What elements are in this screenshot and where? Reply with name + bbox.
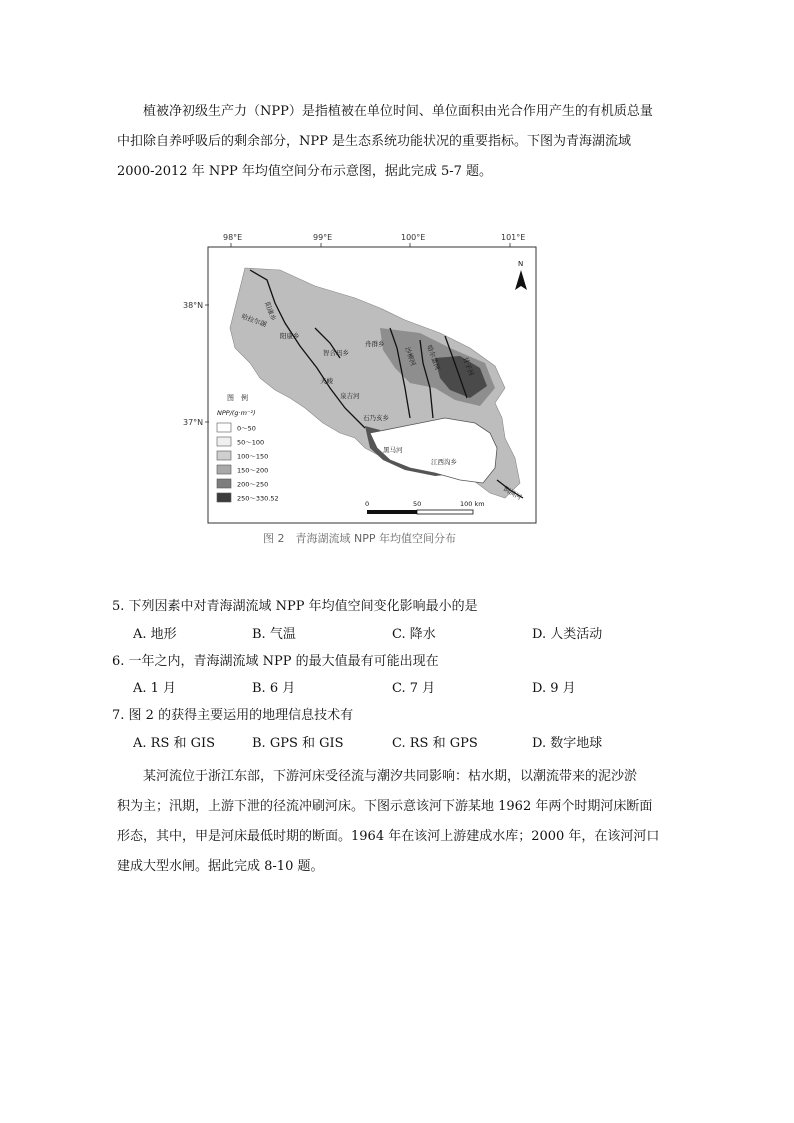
place-name: 甘子河 — [461, 355, 476, 378]
lon-label: 101°E — [501, 233, 526, 242]
legend-swatch — [217, 493, 231, 502]
legend-swatch — [217, 437, 231, 446]
place-name: 黑马河 — [383, 446, 403, 454]
npp-map-figure — [183, 228, 538, 526]
passage-line: 某河流位于浙江东部，下游河床受径流与潮汐共同影响：枯水期，以潮流带来的泥沙淤 — [143, 769, 638, 784]
legend-label: 0～50 — [237, 424, 256, 433]
intro-line: 中扣除自养呼吸后的剩余部分，NPP 是生态系统功能状况的重要指标。下图为青海湖流域 — [117, 134, 632, 149]
passage-line: 积为主；汛期，上游下泄的径流冲刷河床。下图示意该河下游某地 1962 年两个时期河床断面 — [117, 799, 653, 814]
question-6: 6. 一年之内，青海湖流域 NPP 的最大值最有可能出现在 — [112, 654, 439, 669]
legend-label: 250～330.52 — [237, 494, 279, 503]
place-name: 江西沟乡 — [431, 458, 457, 466]
place-name: 舟群乡 — [365, 340, 385, 348]
lat-label: 37°N — [183, 418, 204, 427]
place-name: 智合玛乡 — [323, 349, 349, 357]
option-b[interactable]: B. 6 月 — [252, 681, 296, 696]
place-name: 阳康乡 — [280, 332, 300, 340]
scale-label: 100 km — [460, 500, 485, 508]
option-d[interactable]: D. 人类活动 — [532, 627, 603, 642]
legend-swatch — [217, 479, 231, 488]
legend-label: 50～100 — [237, 438, 265, 447]
option-a[interactable]: A. 地形 — [133, 627, 177, 642]
scale-bar — [365, 500, 485, 514]
legend-swatch — [217, 465, 231, 474]
option-b[interactable]: B. GPS 和 GIS — [252, 736, 344, 751]
passage-line: 建成大型水闸。据此完成 8-10 题。 — [117, 859, 324, 874]
intro-line: 2000-2012 年 NPP 年均值空间分布示意图，据此完成 5-7 题。 — [117, 164, 493, 179]
legend-unit: NPP/(g·m⁻²) — [217, 409, 256, 417]
place-name: 泉吉河 — [340, 392, 360, 400]
scale-label: 50 — [413, 500, 422, 508]
scale-label: 0 — [365, 500, 370, 508]
passage-2 — [117, 762, 683, 882]
lon-label: 100°E — [401, 233, 426, 242]
place-name: 石乃亥乡 — [363, 414, 389, 422]
option-d[interactable]: D. 9 月 — [532, 681, 576, 696]
passage-line: 形态，其中，甲是河床最低时期的断面。1964 年在该河上游建成水库；2000 年，在该河河口 — [117, 829, 660, 844]
intro-paragraph — [117, 97, 683, 187]
legend-swatch — [217, 451, 231, 460]
north-label: N — [518, 260, 524, 268]
legend-swatch — [217, 423, 231, 432]
legend-label: 200～250 — [237, 480, 269, 489]
option-c[interactable]: C. 降水 — [392, 627, 436, 642]
place-name: 倒淌河 — [502, 484, 523, 502]
option-d[interactable]: D. 数字地球 — [532, 736, 603, 751]
option-a[interactable]: A. 1 月 — [133, 681, 177, 696]
place-name: 哈尔盖河 — [425, 343, 442, 372]
place-name: 哈拉尔湖 — [240, 312, 268, 329]
option-c[interactable]: C. 7 月 — [392, 681, 436, 696]
legend-label: 150～200 — [237, 466, 269, 475]
figure-caption: 图 2 青海湖流域 NPP 年均值空间分布 — [263, 532, 456, 545]
question-5: 5. 下列因素中对青海湖流域 NPP 年均值空间变化影响最小的是 — [112, 599, 478, 614]
legend-label: 100～150 — [237, 452, 269, 461]
option-c[interactable]: C. RS 和 GPS — [392, 736, 478, 751]
place-name: 天峻 — [320, 377, 333, 385]
place-name: 沙柳河 — [403, 345, 418, 368]
lon-label: 99°E — [313, 233, 333, 242]
option-b[interactable]: B. 气温 — [252, 627, 296, 642]
intro-line: 植被净初级生产力（NPP）是指植被在单位时间、单位面积由光合作用产生的有机质总量 — [143, 104, 653, 119]
north-arrow-icon — [515, 260, 527, 290]
legend — [217, 393, 279, 503]
option-a[interactable]: A. RS 和 GIS — [133, 736, 216, 751]
place-name: 阳康乡 — [263, 300, 278, 323]
question-7: 7. 图 2 的获得主要运用的地理信息技术有 — [112, 708, 354, 723]
lon-label: 98°E — [223, 233, 243, 242]
legend-title: 图 例 — [227, 394, 248, 402]
lat-label: 38°N — [183, 301, 204, 310]
